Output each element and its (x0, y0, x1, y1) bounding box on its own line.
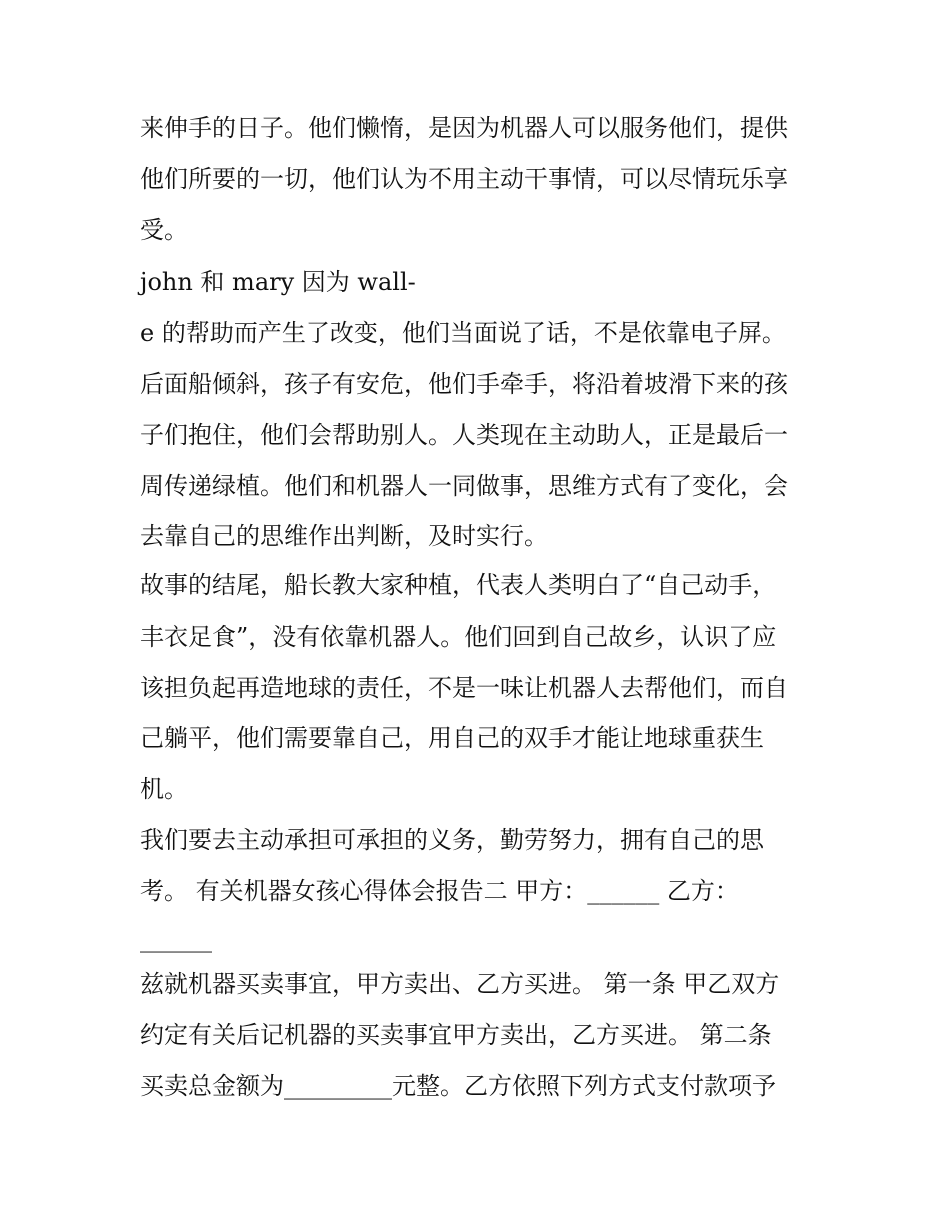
text-line: 买卖总金额为_________元整。乙方依照下列方式支付款项予 (140, 1072, 776, 1100)
text-line: e 的帮助而产生了改变，他们当面说了话，不是依靠电子屏。 (140, 319, 786, 347)
text-line: 故事的结尾，船长教大家种植，代表人类明白了“自己动手， (140, 571, 777, 599)
text-line: 约定有关后记机器的买卖事宜甲方卖出，乙方买进。 第二条 (140, 1021, 772, 1049)
text-line: 我们要去主动承担可承担的义务，勤劳努力，拥有自己的思 (140, 826, 764, 854)
text-line: 丰衣足食”，没有依靠机器人。他们回到自己故乡，认识了应 (140, 623, 777, 651)
text-line: john 和 mary 因为 wall- (140, 268, 416, 296)
text-line: 来伸手的日子。他们懒惰，是因为机器人可以服务他们，提供 (140, 114, 788, 142)
text-line: 受。 (140, 216, 188, 244)
text-line: 去靠自己的思维作出判断，及时实行。 (140, 522, 548, 550)
text-line: 考。 有关机器女孩心得体会报告二 甲方：______ 乙方： (140, 877, 739, 905)
text-line: 他们所要的一切，他们认为不用主动干事情，可以尽情玩乐享 (140, 165, 788, 193)
text-line: ______ (140, 925, 212, 953)
text-line: 后面船倾斜，孩子有安危，他们手牵手，将沿着坡滑下来的孩 (140, 370, 788, 398)
text-line: 周传递绿植。他们和机器人一同做事，思维方式有了变化，会 (140, 472, 788, 500)
text-line: 子们抱住，他们会帮助别人。人类现在主动助人，正是最后一 (140, 421, 788, 449)
text-line: 兹就机器买卖事宜，甲方卖出、乙方买进。 第一条 甲乙双方 (140, 970, 780, 998)
text-line: 机。 (140, 775, 188, 803)
text-line: 该担负起再造地球的责任，不是一味让机器人去帮他们，而自 (140, 674, 788, 702)
text-line: 己躺平，他们需要靠自己，用自己的双手才能让地球重获生 (140, 724, 764, 752)
